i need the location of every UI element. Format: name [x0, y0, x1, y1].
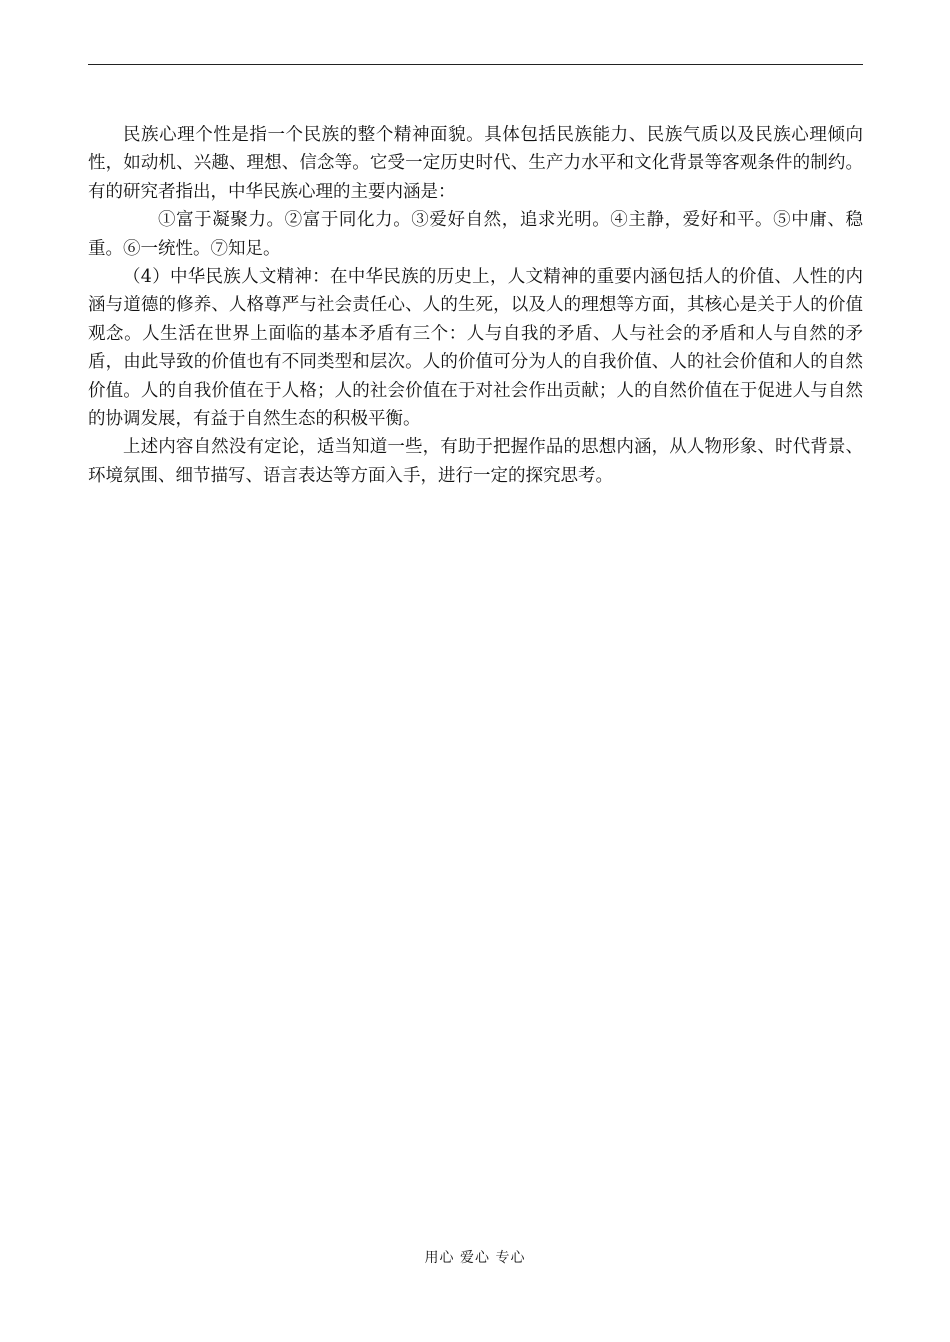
paragraph-humanistic-spirit: （4）中华民族人文精神：在中华民族的历史上，人文精神的重要内涵包括人的价值、人性的内涵与道德的修养、人格尊严与社会责任心、人的生死，以及人的理想等方面，其核心是关于人的价值观念。人生活在世界上面临的基本矛盾有三个：人与自我的矛盾、人与社会的矛盾和人与自然的矛盾，由此导致的价值也有不同类型和层次。人的价值可分为人的自我价值、人的社会价值和人的自然价值。人的自我价值在于人格；人的社会价值在于对社会作出贡献；人的自然价值在于促进人与自然的协调发展，有益于自然生态的积极平衡。: [88, 267, 863, 430]
header-rule: [88, 64, 863, 65]
paragraph-conclusion: 上述内容自然没有定论，适当知道一些，有助于把握作品的思想内涵，从人物形象、时代背景、环境氛围、细节描写、语言表达等方面入手，进行一定的探究思考。: [88, 437, 863, 486]
paragraph-national-psychology: 民族心理个性是指一个民族的整个精神面貌。具体包括民族能力、民族气质以及民族心理倾向性，如动机、兴趣、理想、信念等。它受一定历史时代、生产力水平和文化背景等客观条件的制约。有的研究者指出，中华民族心理的主要内涵是：: [88, 125, 863, 202]
page-footer: 用心 爱心 专心: [424, 1250, 526, 1266]
document-body: [88, 121, 863, 490]
paragraph-psychology-list: ①富于凝聚力。②富于同化力。③爱好自然，追求光明。④主静，爱好和平。⑤中庸、稳重。⑥一统性。⑦知足。: [88, 210, 863, 259]
